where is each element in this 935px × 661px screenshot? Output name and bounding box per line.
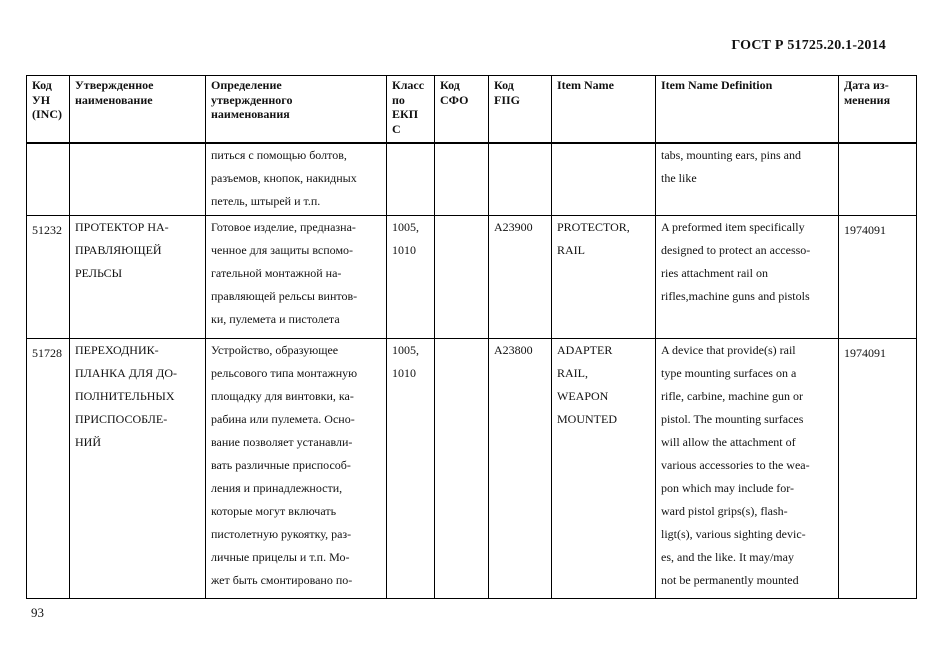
column-header-definition (206, 76, 387, 144)
cell-date: 1974091 (839, 339, 917, 599)
text-line: менения (844, 92, 891, 107)
text-line: 1005, (392, 343, 419, 357)
text-line: наименование (75, 92, 153, 107)
text-line: Код (32, 78, 52, 92)
cell-item-definition (656, 339, 839, 599)
cell-fiig: A23800 (489, 339, 552, 599)
column-header-approved-name (70, 76, 206, 144)
text-line: 1010 (392, 243, 416, 257)
table-row (27, 143, 917, 216)
text-line: ligt(s), various sighting devic- (661, 527, 806, 541)
text-line: рельсового типа монтажную (211, 366, 358, 380)
text-line: петель, штырей и т.п. (211, 194, 321, 208)
text-line: WEAPON (557, 389, 609, 403)
cell-fiig: A23900 (489, 216, 552, 339)
cell-approved-name (70, 143, 206, 216)
text-line: FIIG (494, 92, 521, 107)
text-line: СФО (440, 92, 469, 107)
table-row (27, 339, 917, 599)
text-line: разъемов, кнопок, накидных (211, 171, 357, 185)
text-line: ПРИСПОСОБЛЕ- (75, 412, 168, 426)
text-line: жет быть смонтировано по- (211, 573, 353, 587)
cell-fiig (489, 143, 552, 216)
text-line: ПРОТЕКТОР НА- (75, 220, 169, 234)
text-line: designed to protect an accesso- (661, 243, 811, 257)
cell-date (839, 143, 917, 216)
cell-inc (27, 143, 70, 216)
text-line: ченное для защиты вспомо- (211, 243, 354, 257)
text-line: Класс (392, 78, 425, 92)
cell-approved-name (70, 216, 206, 339)
text-line: ПЛАНКА ДЛЯ ДО- (75, 366, 177, 380)
text-line: MOUNTED (557, 412, 617, 426)
cell-class (387, 216, 435, 339)
text-line: (INC) (32, 107, 62, 121)
text-line: tabs, mounting ears, pins and (661, 148, 801, 162)
column-header-date (839, 76, 917, 144)
cell-item-name (552, 339, 656, 599)
text-line: A device that provide(s) rail (661, 343, 796, 357)
text-line: УН (32, 92, 51, 107)
text-line: ries attachment rail on (661, 266, 768, 280)
text-line: пистолетную рукоятку, раз- (211, 527, 352, 541)
cell-date: 1974091 (839, 216, 917, 339)
text-line: ления и принадлежности, (211, 481, 343, 495)
text-line: Код (440, 78, 460, 92)
text-line: A preformed item specifically (661, 220, 805, 234)
cell-definition (206, 339, 387, 599)
text-line: РЕЛЬСЫ (75, 266, 123, 280)
text-line: наименования (211, 107, 290, 121)
cell-sfo (435, 339, 489, 599)
text-line: not be permanently mounted (661, 573, 799, 587)
text-line: Item Name (557, 78, 614, 92)
column-header-class (387, 76, 435, 144)
cell-sfo (435, 216, 489, 339)
text-line: ward pistol grips(s), flash- (661, 504, 788, 518)
text-line: которые могут включать (211, 504, 337, 518)
cell-approved-name (70, 339, 206, 599)
cell-definition (206, 143, 387, 216)
text-line: RAIL, (557, 366, 588, 380)
text-line: гательной монтажной на- (211, 266, 342, 280)
cell-class (387, 143, 435, 216)
text-line: the like (661, 171, 697, 185)
text-line: площадку для винтовки, ка- (211, 389, 354, 403)
text-line: НИЙ (75, 435, 101, 449)
text-line: rifles,machine guns and pistols (661, 289, 810, 303)
cell-definition (206, 216, 387, 339)
column-header-item-name-definition (656, 76, 839, 144)
cell-item-name (552, 143, 656, 216)
text-line: правляющей рельсы винтов- (211, 289, 358, 303)
text-line: личные прицелы и т.п. Мо- (211, 550, 350, 564)
text-line: pon which may include for- (661, 481, 795, 495)
text-line: Устройство, образующее (211, 343, 339, 357)
text-line: ADAPTER (557, 343, 613, 357)
column-header-item-name (552, 76, 656, 144)
text-line: Готовое изделие, предназна- (211, 220, 356, 234)
column-header-inc (27, 76, 70, 144)
column-header-sfo (435, 76, 489, 144)
classification-table (26, 75, 917, 599)
text-line: RAIL (557, 243, 585, 257)
cell-inc: 51728 (27, 339, 70, 599)
text-line: ПОЛНИТЕЛЬНЫХ (75, 389, 175, 403)
text-line: Определение (211, 78, 282, 92)
document-code: ГОСТ Р 51725.20.1-2014 (731, 38, 886, 53)
text-line: various accessories to the wea- (661, 458, 810, 472)
text-line: вать различные приспособ- (211, 458, 351, 472)
cell-item-definition (656, 143, 839, 216)
text-line: 1010 (392, 366, 416, 380)
text-line: ПЕРЕХОДНИК- (75, 343, 159, 357)
page-number: 93 (31, 605, 44, 620)
cell-class (387, 339, 435, 599)
text-line: rifle, carbine, machine gun or (661, 389, 803, 403)
text-line: es, and the like. It may/may (661, 550, 794, 564)
text-line: 1005, (392, 220, 419, 234)
text-line: Item Name Definition (661, 78, 773, 92)
cell-sfo (435, 143, 489, 216)
table-row (27, 216, 917, 339)
table-header-row (27, 76, 917, 144)
text-line: type mounting surfaces on a (661, 366, 797, 380)
text-line: ЕКП (392, 107, 419, 121)
text-line: will allow the attachment of (661, 435, 796, 449)
text-line: pistol. The mounting surfaces (661, 412, 804, 426)
column-header-fiig (489, 76, 552, 144)
text-line: питься с помощью болтов, (211, 148, 347, 162)
text-line: Дата из- (844, 78, 889, 92)
text-line: утвержденного (211, 92, 293, 107)
text-line: Код (494, 78, 514, 92)
cell-inc: 51232 (27, 216, 70, 339)
text-line: по (392, 92, 405, 107)
text-line: вание позволяет устанавли- (211, 435, 353, 449)
text-line: Утвержденное (75, 78, 154, 92)
text-line: ПРАВЛЯЮЩЕЙ (75, 243, 162, 257)
cell-item-name (552, 216, 656, 339)
text-line: рабина или пулемета. Осно- (211, 412, 355, 426)
cell-item-definition (656, 216, 839, 339)
text-line: PROTECTOR, (557, 220, 630, 234)
text-line: С (392, 121, 401, 136)
text-line: ки, пулемета и пистолета (211, 312, 340, 326)
